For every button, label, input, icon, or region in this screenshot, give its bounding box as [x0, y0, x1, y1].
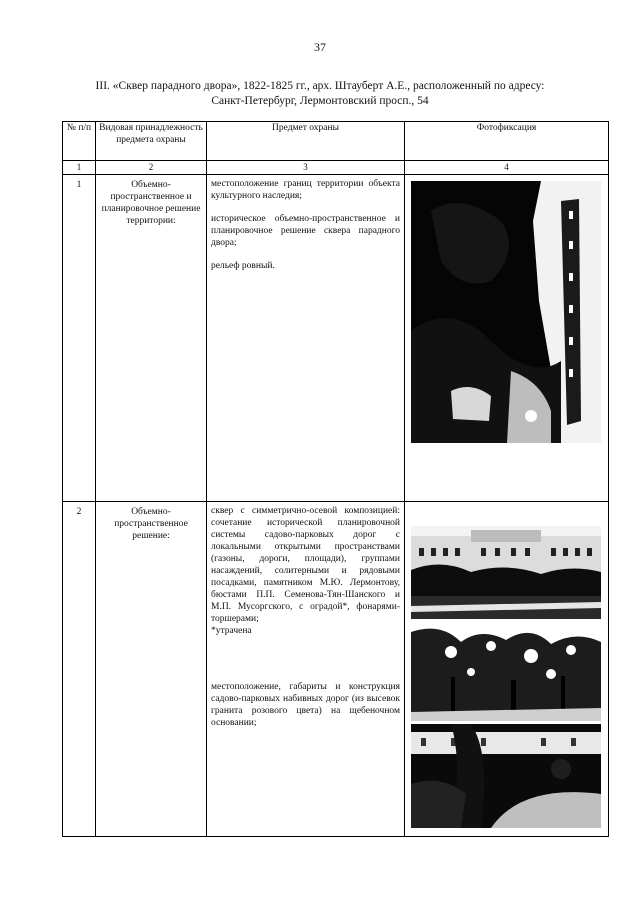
- subject-paragraph: рельеф ровный.: [211, 261, 275, 271]
- photo-facade-closeup: [411, 181, 601, 443]
- protection-table: [62, 121, 609, 837]
- photo-trees: [411, 622, 601, 721]
- column-number: 4: [405, 161, 609, 175]
- header-subject: Предмет охраны: [207, 122, 405, 161]
- header-number: № п/п: [63, 122, 96, 161]
- row-photo: [405, 175, 609, 502]
- row-subject: [207, 502, 405, 837]
- column-number: 2: [96, 161, 207, 175]
- table-row: [63, 502, 609, 837]
- column-number: 3: [207, 161, 405, 175]
- subject-paragraph: местоположение, габариты и конструкция садово-парковых набивных дорог (из высевок гранита розового цвета) на щебеночном основании;: [211, 682, 400, 728]
- header-type: Видовая принадлежность предмета охраны: [96, 122, 207, 161]
- column-number-row: [63, 161, 609, 175]
- photo-garden-path: [411, 724, 601, 828]
- row-type: Объемно-пространственное решение:: [96, 502, 207, 837]
- subject-note: *утрачена: [211, 626, 252, 636]
- subject-paragraph: местоположение границ территории объекта культурного наследия;: [211, 179, 400, 201]
- row-number: 1: [63, 175, 96, 502]
- row-photo: [405, 502, 609, 837]
- table-row: [63, 175, 609, 502]
- header-photo: Фотофиксация: [405, 122, 609, 161]
- row-type: Объемно-пространственное и планировочное решение территории:: [96, 175, 207, 502]
- subject-paragraph: историческое объемно-пространственное и планировочное решение сквера парадного двора;: [211, 214, 400, 248]
- page-number: 37: [314, 40, 326, 54]
- row-number: 2: [63, 502, 96, 837]
- subject-paragraph: сквер с симметрично-осевой композицией: сочетание исторической планировочной системы садово-парковых дорог с локальными открытыми пространствами (газоны, дороги, площади), группами насаждений, солитерными и рядовыми посадками, памятником М.Ю. Лермонтову, бюстами П.П. Семенова-Тян-Шанского и М.П. Мусоргского, с оградой*, фонарями-торшерами;: [211, 506, 400, 624]
- heading-line-2: Санкт-Петербург, Лермонтовский просп., 54: [211, 95, 429, 107]
- heading-line-1: III. «Сквер парадного двора», 1822-1825 гг., арх. Штауберт А.Е., расположенный по адресу:: [95, 80, 545, 92]
- table-header-row: [63, 122, 609, 161]
- row-subject: [207, 175, 405, 502]
- column-number: 1: [63, 161, 96, 175]
- document-heading: [60, 79, 580, 109]
- photo-building-overview: [411, 526, 601, 619]
